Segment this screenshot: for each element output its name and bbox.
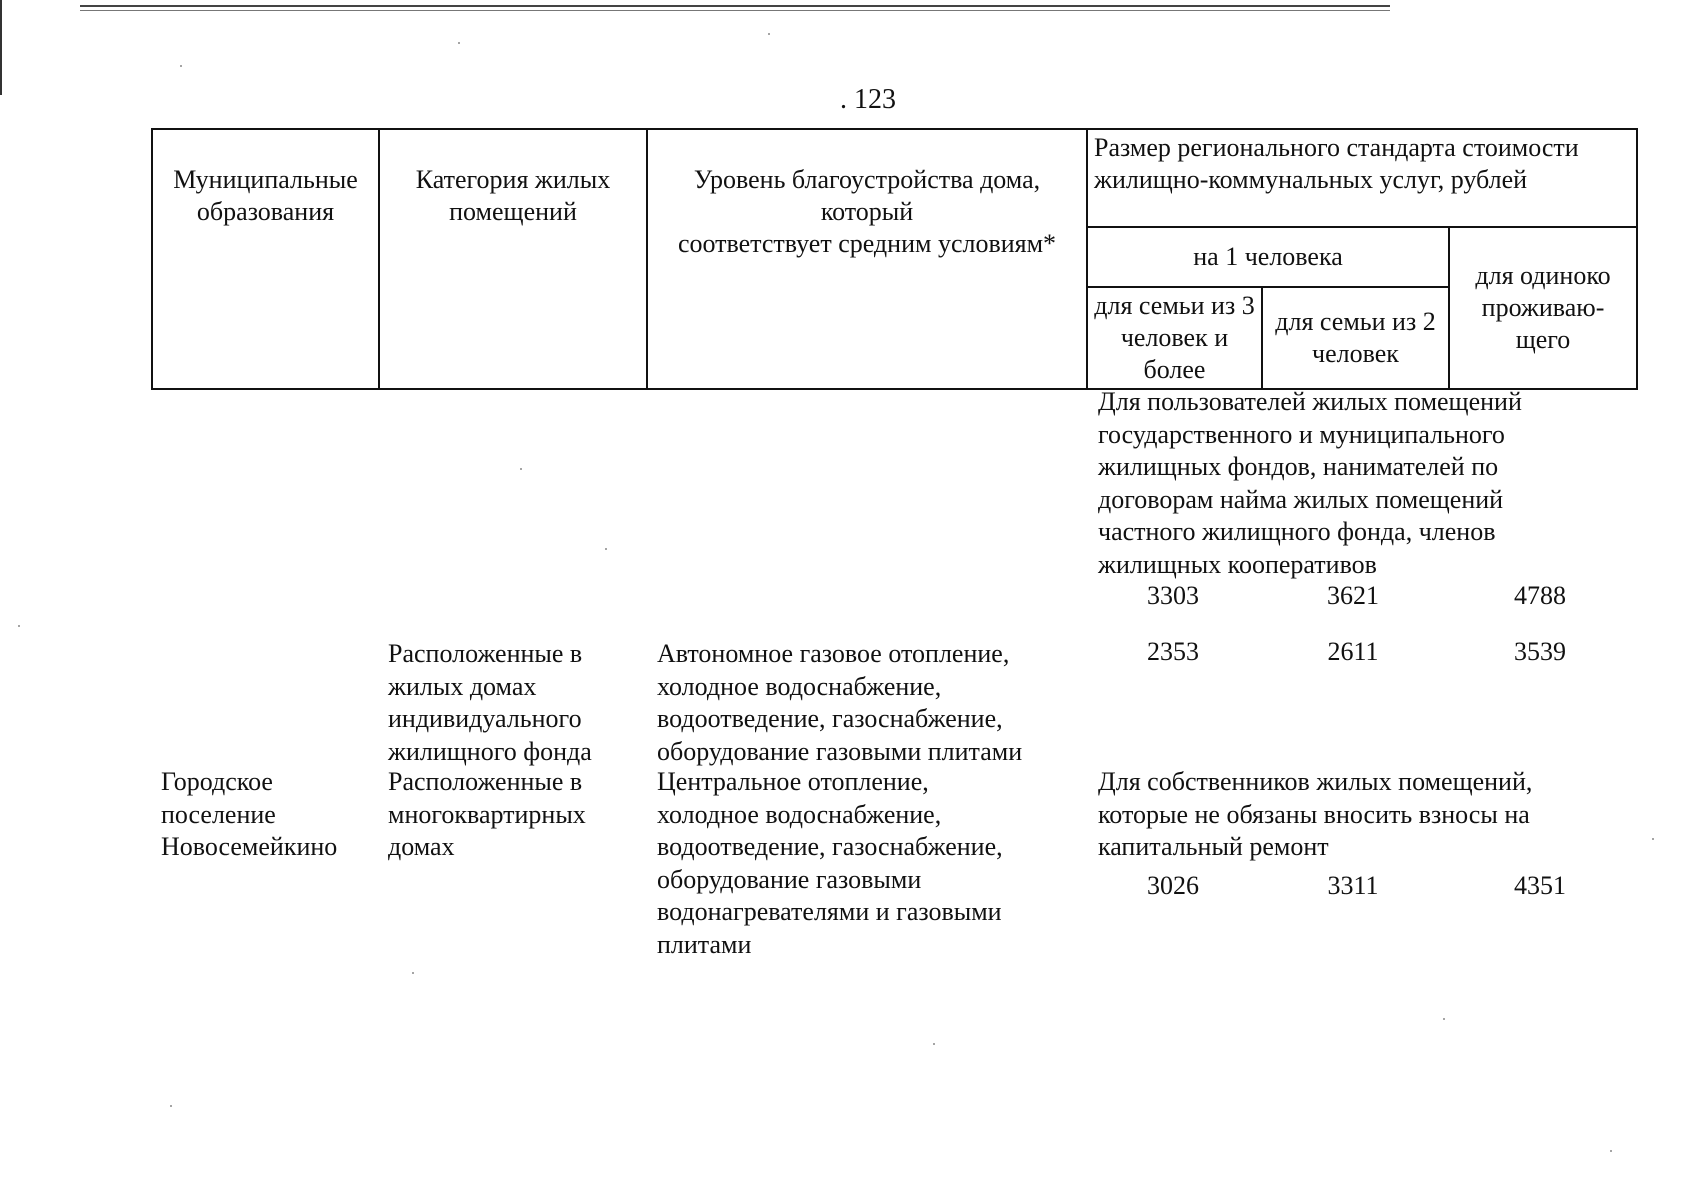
s2-level-line: оборудование газовыми — [657, 864, 922, 894]
header-level-line3: соответствует средним условиям* — [677, 229, 1057, 258]
s1-r2-category-line: жилых домах — [388, 671, 537, 701]
scan-speck — [768, 33, 770, 35]
section1-group-line: договорам найма жилых помещений — [1098, 484, 1504, 514]
s2-level — [657, 766, 1003, 961]
s1-r2-category — [388, 638, 592, 768]
s2-group-line: Для собственников жилых помещений, — [1098, 767, 1533, 796]
scan-top-rule-secondary — [80, 10, 1390, 11]
scan-speck — [933, 1043, 935, 1045]
page-number: . 123 — [840, 84, 896, 115]
scan-speck — [1443, 1018, 1445, 1020]
scan-speck — [170, 1105, 172, 1107]
scan-speck — [1652, 838, 1654, 840]
s2-municipality-line: Новосемейкино — [161, 832, 338, 861]
s1-r2-single: 3539 — [1514, 637, 1566, 666]
s2-level-line: холодное водоснабжение, — [657, 799, 942, 829]
s2-group-line: капитальный ремонт — [1098, 832, 1329, 861]
scan-speck — [18, 625, 20, 627]
s2-level-line: Центральное отопление, — [657, 767, 929, 796]
s2-category-line: домах — [388, 832, 455, 861]
section1-group-line: государственного и муниципального — [1098, 419, 1505, 449]
section1-group-line: жилищных кооперативов — [1098, 549, 1377, 579]
scan-top-rule — [80, 5, 1390, 7]
s2-level-line: плитами — [657, 929, 752, 959]
scan-speck — [520, 468, 522, 470]
scan-speck — [605, 548, 607, 550]
header-single: для одиноко проживаю-щего — [1449, 227, 1637, 389]
s1-r2-level — [657, 638, 1022, 768]
scan-speck — [458, 42, 460, 44]
s2-municipality-line: поселение — [161, 799, 276, 829]
s2-group-line: которые не обязаны вносить взносы на — [1098, 799, 1530, 829]
header-level-line2: который — [820, 197, 914, 226]
section1-group-label — [1098, 386, 1522, 581]
header-category: Категория жилых помещений — [379, 129, 647, 389]
header-family-2: для семьи из 2 человек — [1262, 287, 1449, 389]
s1-r1-family2: 3621 — [1327, 581, 1379, 610]
scan-left-edge — [0, 0, 2, 95]
header-per-person: на 1 человека — [1087, 227, 1449, 287]
header-table — [151, 128, 1638, 390]
s1-r2-level-line: холодное водоснабжение, — [657, 671, 942, 701]
s2-family2: 3311 — [1327, 871, 1379, 900]
header-standard-size: Размер регионального стандарта стоимости жилищно-коммунальных услуг, рублей — [1087, 129, 1637, 227]
s2-category-line: Расположенные в — [388, 767, 583, 796]
s2-group-label — [1098, 766, 1532, 864]
scan-speck — [1610, 1150, 1612, 1152]
s2-category-line: многоквартирных — [388, 799, 586, 829]
scan-speck — [180, 65, 182, 67]
s2-municipality — [161, 766, 337, 864]
s1-r1-single: 4788 — [1514, 581, 1566, 610]
header-level — [647, 129, 1087, 389]
s2-category — [388, 766, 586, 864]
s2-level-line: водонагревателями и газовыми — [657, 897, 1002, 926]
header-municipalities: Муниципальные образования — [152, 129, 379, 389]
s1-r2-level-line: оборудование газовыми плитами — [657, 736, 1023, 766]
s2-municipality-line: Городское — [161, 767, 273, 796]
s2-single: 4351 — [1514, 871, 1566, 900]
s1-r2-level-line: водоотведение, газоснабжение, — [657, 704, 1003, 733]
s2-family3plus: 3026 — [1147, 871, 1199, 900]
header-family-3plus: для семьи из 3 человек и более — [1087, 287, 1262, 389]
s1-r2-category-line: Расположенные в — [388, 639, 583, 668]
header-level-line1: Уровень благоустройства дома, — [693, 165, 1041, 194]
s1-r2-family3plus: 2353 — [1147, 637, 1199, 666]
s2-level-line: водоотведение, газоснабжение, — [657, 832, 1003, 861]
scan-speck — [412, 972, 414, 974]
section1-group-line: Для пользователей жилых помещений — [1098, 387, 1522, 416]
s1-r2-category-line: жилищного фонда — [388, 736, 592, 766]
s1-r1-family3plus: 3303 — [1147, 581, 1199, 610]
s1-r2-category-line: индивидуального — [388, 704, 582, 733]
section1-group-line: жилищных фондов, нанимателей по — [1098, 452, 1499, 481]
section1-group-line: частного жилищного фонда, членов — [1098, 517, 1496, 546]
s1-r2-level-line: Автономное газовое отопление, — [657, 639, 1010, 668]
s1-r2-family2: 2611 — [1327, 637, 1379, 666]
